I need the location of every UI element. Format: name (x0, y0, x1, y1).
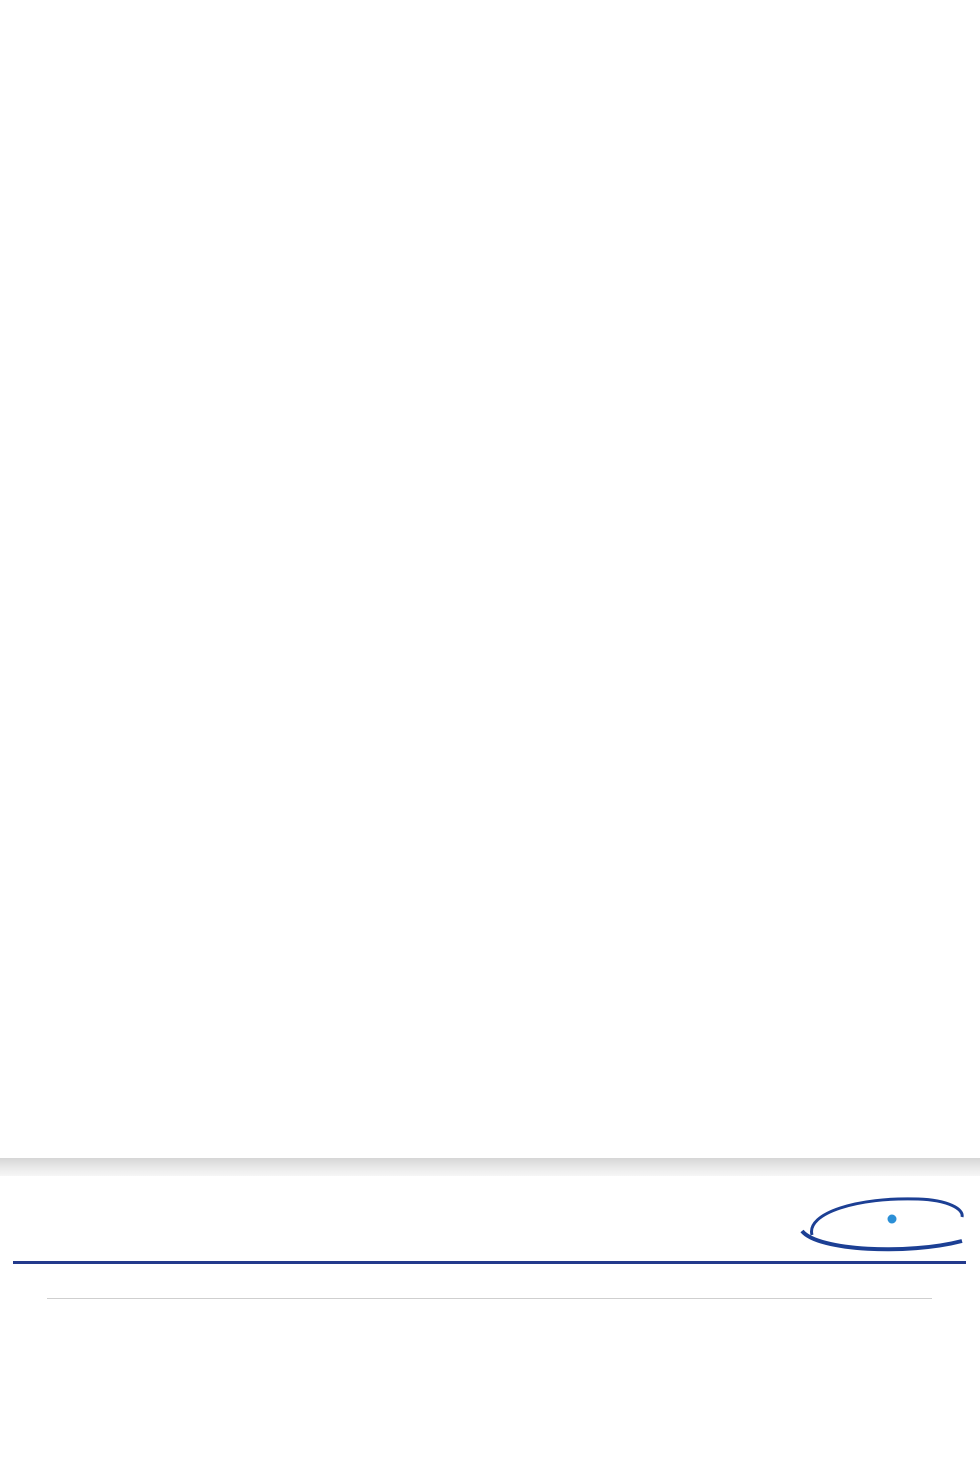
section-separator (0, 1158, 980, 1176)
header-home (224, 1276, 431, 1299)
header-venue (664, 1276, 868, 1299)
header-date (47, 1276, 224, 1299)
header-vs-spacer (431, 1276, 456, 1299)
header-away (456, 1276, 664, 1299)
schedule-table-division (47, 1276, 932, 1299)
table-header-row (47, 1276, 932, 1299)
header-time (868, 1276, 932, 1299)
logo-dot-icon (888, 1215, 897, 1224)
title-underline (13, 1261, 966, 1264)
sport-darts-logo (798, 1195, 966, 1255)
